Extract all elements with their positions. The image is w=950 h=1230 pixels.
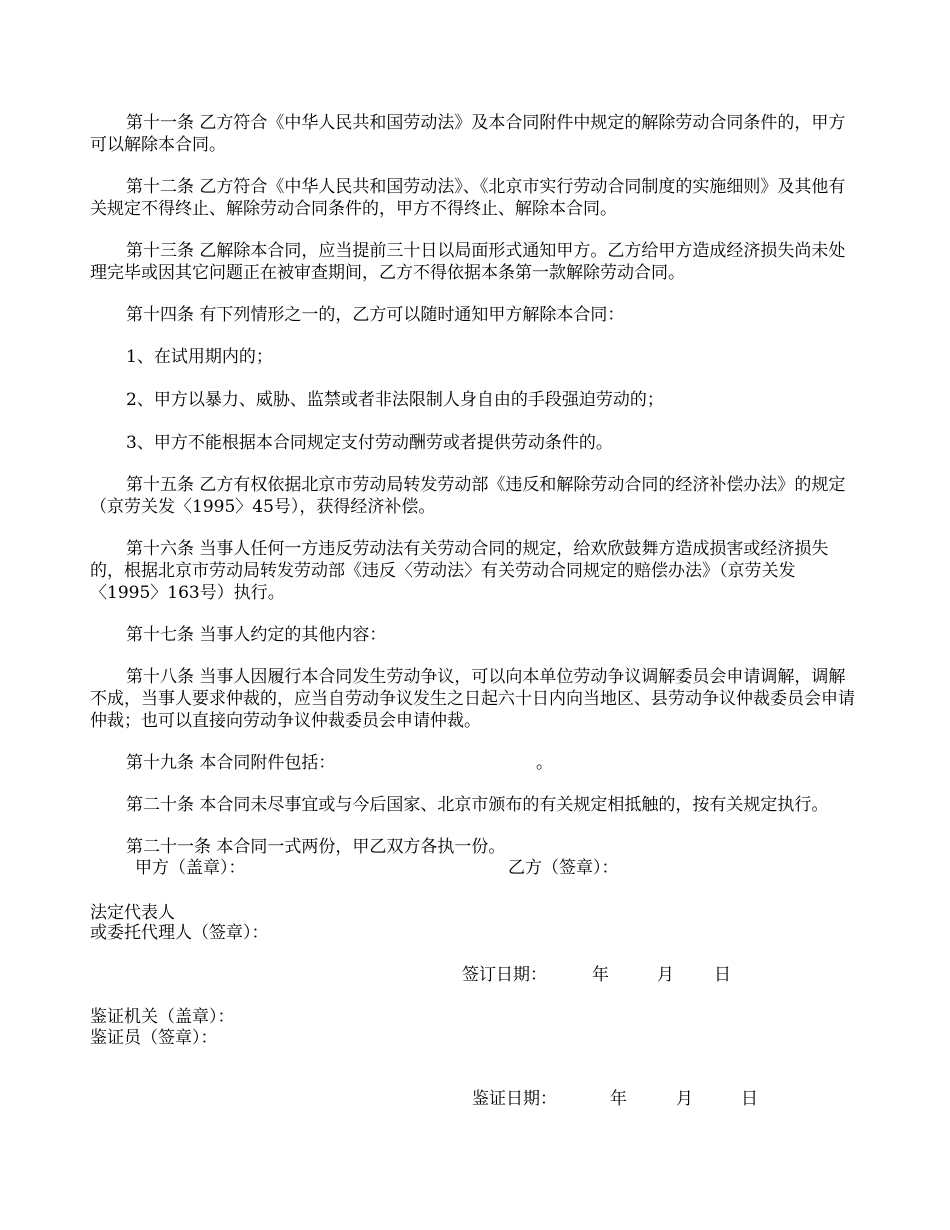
- sign-date-year: 年: [592, 965, 609, 985]
- legal-representative-label: 法定代表人: [90, 903, 175, 923]
- article-14-item-1: 1、在试用期内的；: [126, 347, 273, 367]
- article-18: 第十八条 当事人因履行本合同发生劳动争议，可以向本单位劳动争议调解委员会申请调解，调解不成，当事人要求仲裁的，应当自劳动争议发生之日起六十日内向当地区、县劳动争议仲裁委员会申请仲裁；也可以直接向劳动争议仲裁委员会申请仲裁。: [90, 667, 855, 731]
- article-14-item-2: 2、甲方以暴力、威胁、监禁或者非法限制人身自由的手段强迫劳动的；: [126, 390, 664, 410]
- article-14: 第十四条 有下列情形之一的，乙方可以随时通知甲方解除本合同：: [126, 305, 625, 325]
- article-11: 第十一条 乙方符合《中华人民共和国劳动法》及本合同附件中规定的解除劳动合同条件的，甲方可以解除本合同。: [90, 113, 846, 155]
- verifier-sign-label: 鉴证员（签章）：: [90, 1028, 218, 1048]
- article-16: 第十六条 当事人任何一方违反劳动法有关劳动合同的规定，给欢欣鼓舞方造成损害或经济损失的，根据北京市劳动局转发劳动部《违反〈劳动法〉有关劳动合同规定的赔偿办法》（京劳关发〈1995〉163号）执行。: [90, 539, 829, 603]
- verify-date-month: 月: [676, 1089, 693, 1109]
- article-17: 第十七条 当事人约定的其他内容：: [126, 625, 387, 645]
- party-b-sign-label: 乙方（签章）：: [508, 858, 619, 878]
- party-a-seal-label: 甲方（盖章）：: [135, 858, 246, 878]
- verification-authority-label: 鉴证机关（盖章）：: [90, 1007, 235, 1027]
- article-19-end-mark: 。: [536, 753, 553, 773]
- sign-date-month: 月: [657, 965, 674, 985]
- sign-date-day: 日: [714, 965, 731, 985]
- verify-date-label: 鉴证日期：: [472, 1089, 557, 1109]
- article-20: 第二十条 本合同未尽事宜或与今后国家、北京市颁布的有关规定相抵触的，按有关规定执行。: [126, 795, 829, 815]
- verify-date-day: 日: [741, 1089, 758, 1109]
- article-13: 第十三条 乙解除本合同，应当提前三十日以局面形式通知甲方。乙方给甲方造成经济损失尚未处理完毕或因其它问题正在被审查期间，乙方不得依据本条第一款解除劳动合同。: [90, 241, 846, 283]
- authorized-agent-label: 或委托代理人（签章）：: [90, 923, 269, 943]
- article-14-item-3: 3、甲方不能根据本合同规定支付劳动酬劳或者提供劳动条件的。: [126, 433, 613, 453]
- article-12: 第十二条 乙方符合《中华人民共和国劳动法》、《北京市实行劳动合同制度的实施细则》及其他有关规定不得终止、解除劳动合同条件的，甲方不得终止、解除本合同。: [90, 177, 846, 219]
- article-21: 第二十一条 本合同一式两份，甲乙双方各执一份。: [126, 837, 506, 857]
- sign-date-label: 签订日期：: [462, 965, 547, 985]
- article-19: 第十九条 本合同附件包括：: [126, 753, 336, 773]
- article-15: 第十五条 乙方有权依据北京市劳动局转发劳动部《违反和解除劳动合同的经济补偿办法》的规定（京劳关发〈1995〉45号），获得经济补偿。: [90, 475, 846, 517]
- verify-date-year: 年: [610, 1089, 627, 1109]
